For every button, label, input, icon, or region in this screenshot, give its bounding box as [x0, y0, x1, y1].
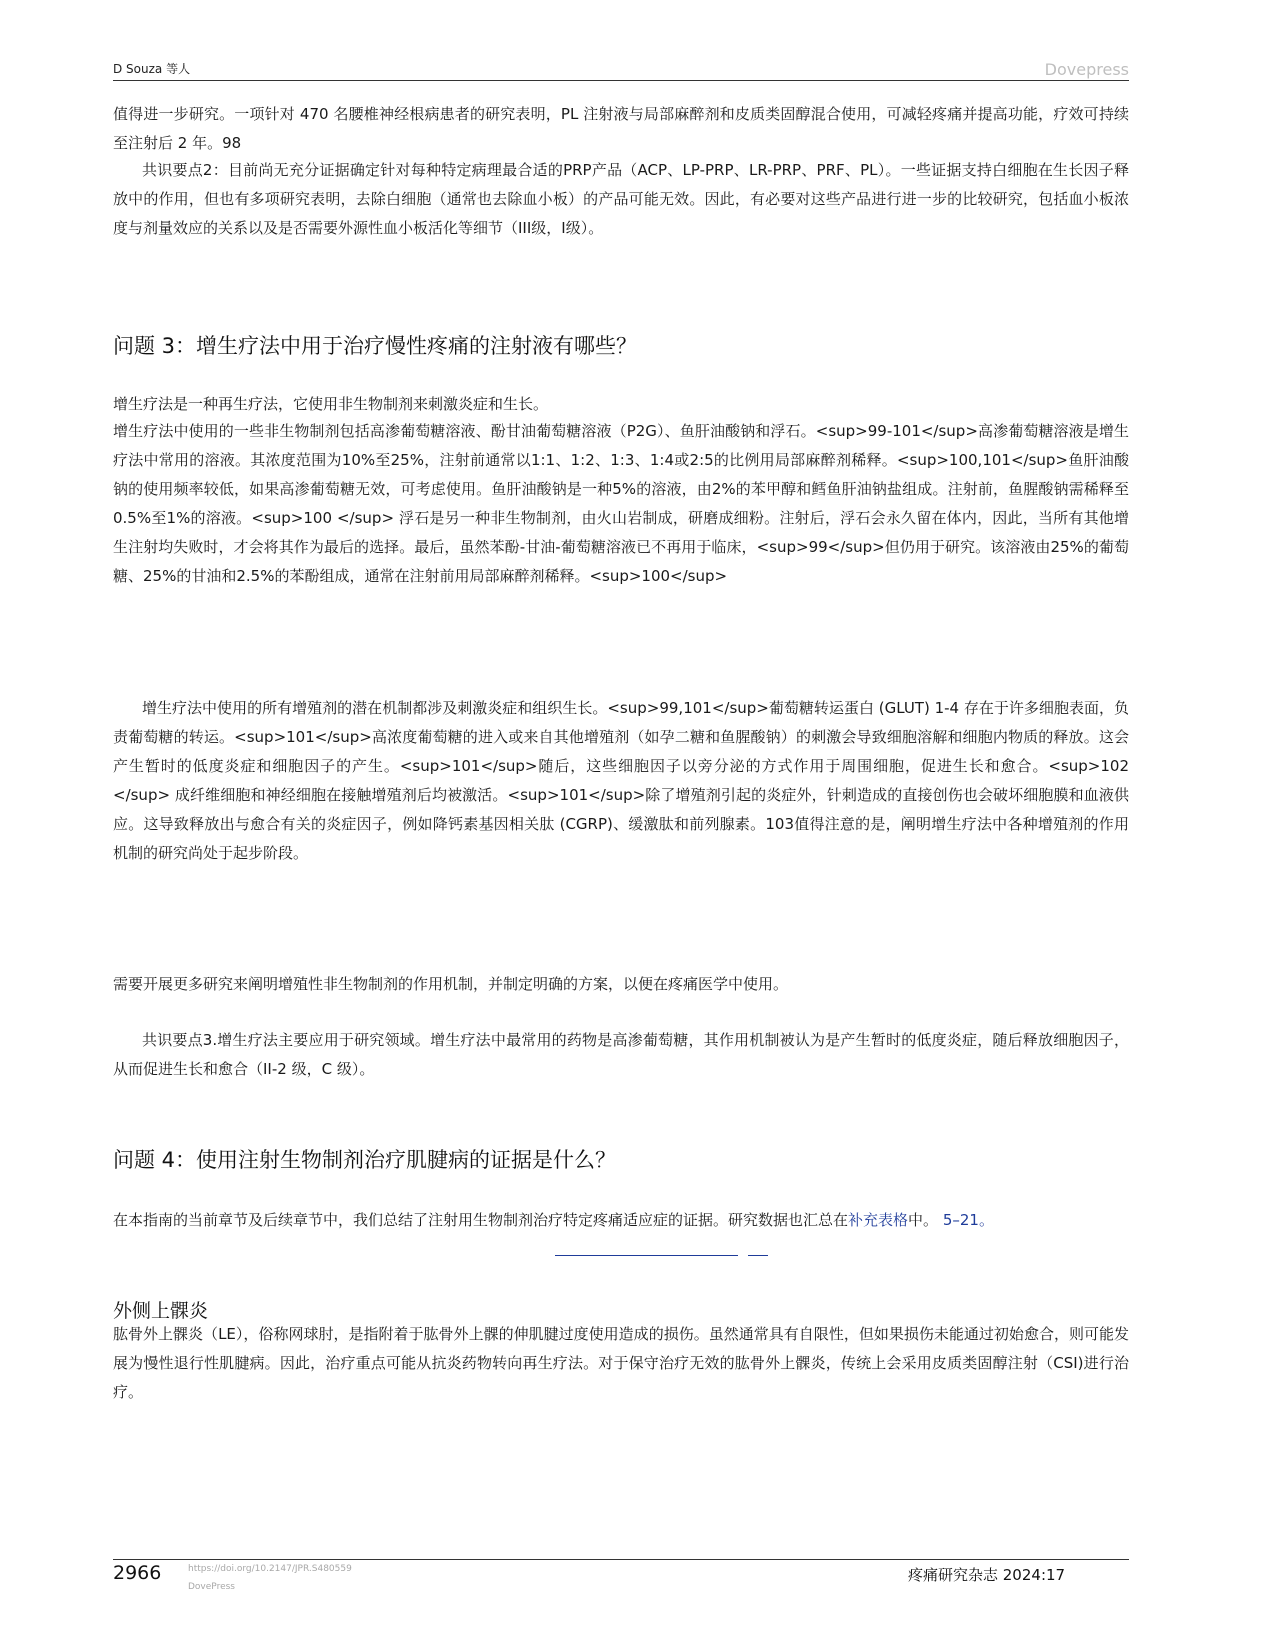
running-header-author: D Souza 等人 — [113, 62, 191, 76]
consensus-point-3: 共识要点3.增生疗法主要应用于研究领域。增生疗法中最常用的药物是高渗葡萄糖，其作用机制被认为是产生暂时的低度炎症，随后释放细胞因子，从而促进生长和愈合（II-2 级，C 级）。 — [113, 1031, 1129, 1078]
running-header-brand: Dovepress — [1044, 60, 1129, 79]
evidence-summary-suffix: 中。 — [908, 1211, 939, 1229]
paragraph-further-research: 需要开展更多研究来阐明增殖性非生物制剂的作用机制，并制定明确的方案，以便在疼痛医学中使用。 — [113, 975, 789, 993]
section-heading-question-3: 问题 3：增生疗法中用于治疗慢性疼痛的注射液有哪些？ — [113, 334, 638, 358]
paragraph-continuation: 值得进一步研究。一项针对 470 名腰椎神经根病患者的研究表明，PL 注射液与局部麻醉剂和皮质类固醇混合使用，可减轻疼痛并提高功能，疗效可持续至注射后 2 年。98 — [113, 105, 1129, 152]
link-underline — [748, 1255, 768, 1256]
header-divider — [113, 80, 1129, 81]
footer-publisher: DovePress — [188, 1582, 235, 1592]
supplementary-table-link[interactable]: 补充表格 — [848, 1211, 909, 1229]
paragraph-prolotherapy-agents: 增生疗法中使用的一些非生物制剂包括高渗葡萄糖溶液、酚甘油葡萄糖溶液（P2G）、鱼肝油酸钠和浮石。<sup>99-101</sup>高渗葡萄糖溶液是增生疗法中常用的溶液。其浓度范围为10%至25%，注射前通常以1:1、1:2、1:3、1:4或2:5的比例用局部麻醉剂稀释。<sup>100,101</sup>鱼肝油酸钠的使用频率较低，如果高渗葡萄糖无效，可考虑使用。鱼肝油酸钠是一种5%的溶液，由2%的苯甲醇和鳕鱼肝油钠盐组成。注射前，鱼腥酸钠需稀释至0.5%至1%的溶液。<sup>100 </sup> 浮石是另一种非生物制剂，由火山岩制成，研磨成细粉。注射后，浮石会永久留在体内，因此，当所有其他增生注射均失败时，才会将其作为最后的选择。最后，虽然苯酚-甘油-葡萄糖溶液已不再用于临床，<sup>99</sup>但仍用于研究。该溶液由25%的葡萄糖、25%的甘油和2.5%的苯酚组成，通常在注射前用局部麻醉剂稀释。<sup>100</sup> — [113, 422, 1129, 585]
doi-link[interactable]: https://doi.org/10.2147/JPR.S480559 — [188, 1564, 352, 1574]
journal-citation: 疼痛研究杂志 2024:17 — [908, 1566, 1066, 1584]
page-number: 2966 — [113, 1562, 162, 1584]
section-heading-question-4: 问题 4：使用注射生物制剂治疗肌腱病的证据是什么？ — [113, 1148, 617, 1172]
paragraph-proliferant-mechanism: 增生疗法中使用的所有增殖剂的潜在机制都涉及刺激炎症和组织生长。<sup>99,101</sup>葡萄糖转运蛋白 (GLUT) 1-4 存在于许多细胞表面，负责葡萄糖的转运。<sup>101</sup>高浓度葡萄糖的进入或来自其他增殖剂（如孕二糖和鱼腥酸钠）的刺激会导致细胞溶解和细胞内物质的释放。这会产生暂时的低度炎症和细胞因子的产生。<sup>101</sup>随后，这些细胞因子以旁分泌的方式作用于周围细胞，促进生长和愈合。<sup>102 </sup> 成纤维细胞和神经细胞在接触增殖剂后均被激活。<sup>101</sup>除了增殖剂引起的炎症外，针刺造成的直接创伤也会破坏细胞膜和血液供应。这导致释放出与愈合有关的炎症因子，例如降钙素基因相关肽 (CGRP)、缓激肽和前列腺素。103值得注意的是，阐明增生疗法中各种增殖剂的作用机制的研究尚处于起步阶段。 — [113, 699, 1129, 862]
paragraph-evidence-summary — [113, 1206, 1129, 1235]
paragraph-prolotherapy-intro: 增生疗法是一种再生疗法，它使用非生物制剂来刺激炎症和生长。 — [113, 395, 549, 413]
paragraph-lateral-epicondylitis: 肱骨外上髁炎（LE），俗称网球肘，是指附着于肱骨外上髁的伸肌腱过度使用造成的损伤。虽然通常具有自限性，但如果损伤未能通过初始愈合，则可能发展为慢性退行性肌腱病。因此，治疗重点可能从抗炎药物转向再生疗法。对于保守治疗无效的肱骨外上髁炎，传统上会采用皮质类固醇注射（CSI)进行治疗。 — [113, 1325, 1129, 1401]
reference-range-link[interactable]: 5–21。 — [942, 1211, 994, 1229]
link-underline — [555, 1255, 738, 1256]
consensus-point-2: 共识要点2：目前尚无充分证据确定针对每种特定病理最合适的PRP产品（ACP、LP-PRP、LR-PRP、PRF、PL）。一些证据支持白细胞在生长因子释放中的作用，但也有多项研究表明，去除白细胞（通常也去除血小板）的产品可能无效。因此，有必要对这些产品进行进一步的比较研究，包括血小板浓度与剂量效应的关系以及是否需要外源性血小板活化等细节（III级，I级）。 — [113, 161, 1129, 237]
evidence-summary-text: 在本指南的当前章节及后续章节中，我们总结了注射用生物制剂治疗特定疼痛适应症的证据。研究数据也汇总在 — [113, 1211, 849, 1229]
subsection-heading-lateral-epicondylitis: 外侧上髁炎 — [113, 1300, 209, 1322]
footer-divider — [113, 1559, 1129, 1560]
